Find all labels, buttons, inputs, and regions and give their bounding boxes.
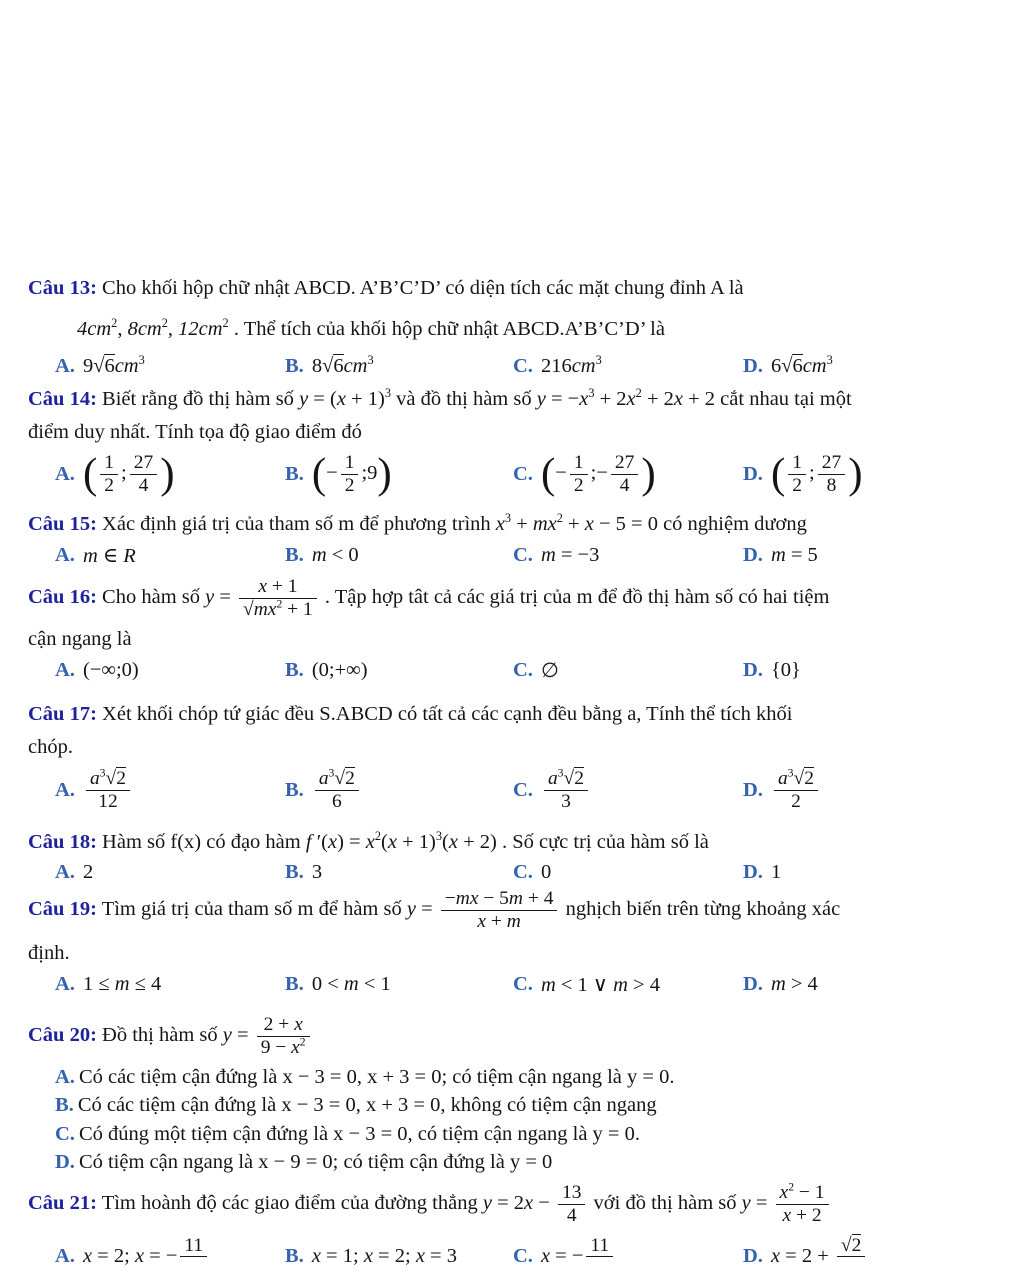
option-value: (− $\frac{1}{2}$ ;− $\frac{27}{4}$ ) [540,450,656,498]
option-letter: C. [513,544,533,566]
question-18-options [28,861,1010,884]
question-20-line1 [28,1014,1010,1059]
question-17-options [28,768,1010,813]
option-value: $6√6cm^3$ [770,353,833,377]
option-value: {0} [770,658,801,681]
option-value: ( $\frac{1}{2}$ ; $\frac{27}{8}$ ) [770,450,863,498]
option-letter: C. [513,355,533,377]
question-16 [28,576,1010,683]
question-19-text: Tìm giá trị của tham số m để hàm số y = $\frac{-mx - 5m + 4}{x + m}$ nghịch biến trên từng khoảng xác [101,888,841,932]
option-letter: A. [55,1065,75,1088]
question-20-option-b [28,1091,1010,1120]
option-b [285,768,513,813]
option-value: m = 5 [770,544,818,566]
question-20-option-d [28,1148,1010,1177]
question-15 [28,508,1010,568]
option-value: 2 [82,861,94,883]
question-13-text: Cho khối hộp chữ nhật ABCD. A’B’C’D’ có diện tích các mặt chung đỉnh A là [102,277,744,299]
option-value: $\frac{a^3√2}{3}$ [541,768,591,813]
option-letter: A. [55,778,75,801]
option-a [55,768,285,813]
option-value: Có các tiệm cận đứng là x − 3 = 0, x + 3 = 0, không có tiệm cận ngang [77,1094,657,1117]
option-letter: A. [55,355,75,377]
question-14-number: Câu 14: [28,388,97,410]
question-18-text: Hàm số f(x) có đạo hàm f $'(x) = x^2(x + 1)^3(x + 2)$ . Số cực trị của hàm số là [102,829,709,853]
option-b [285,973,513,996]
option-value: $8√6cm^3$ [311,353,374,377]
option-letter: C. [513,658,533,681]
option-b [285,355,513,378]
option-letter: B. [285,972,304,995]
option-value: 1 [770,861,782,883]
option-c [513,1235,743,1280]
option-value: (0;+∞) [311,658,368,681]
option-a [55,1235,285,1280]
option-value: $\frac{a^3√2}{6}$ [312,768,362,813]
question-16-number: Câu 16: [28,586,97,608]
option-letter: C. [513,972,533,995]
option-letter: D. [743,972,763,995]
question-13-line2: $4cm^2$, $8cm^2$, $12cm^2$ . Thể tích của khối hộp chữ nhật ABCD.A’B’C’D’ là [77,316,665,340]
option-c [513,861,743,884]
question-21 [28,1182,1010,1279]
option-letter: B. [285,355,304,377]
option-d [743,355,1010,378]
option-letter: A. [55,462,75,485]
question-20-option-c [28,1120,1010,1149]
question-19-number: Câu 19: [28,898,97,920]
question-14-line2: điểm duy nhất. Tính tọa độ giao điểm đó [28,421,362,443]
option-letter: B. [285,658,304,681]
question-20 [28,1014,1010,1177]
question-13-options [28,355,1010,378]
option-letter: D. [743,861,763,883]
option-letter: D. [743,355,763,377]
option-value: x = − 11 [541,1235,616,1280]
question-21-number: Câu 21: [28,1192,97,1214]
question-16-text: Cho hàm số y = $\frac{x + 1}{√mx^2 + 1}$ . Tập hợp tât cả các giá trị của m để đồ thị hàm số có hai tiệm [102,576,830,620]
option-letter: D. [743,544,763,566]
option-d [743,861,1010,884]
option-letter: A. [55,972,75,995]
question-17-number: Câu 17: [28,703,97,725]
question-13-number: Câu 13: [28,277,97,299]
question-19-line1 [28,888,1010,933]
question-15-text: Xác định giá trị của tham số m để phương trình $x^3 + mx^2 + x - 5 = 0$ có nghiệm dương [102,511,807,535]
option-d [743,659,1010,682]
option-value: m = −3 [540,544,600,566]
question-16-options [28,658,1010,683]
option-a [55,543,285,568]
option-value: Có đúng một tiệm cận đứng là x − 3 = 0, có tiệm cận ngang là y = 0. [78,1122,640,1145]
question-13 [28,272,1010,378]
option-d [743,452,1010,497]
option-c [513,768,743,813]
question-13-line1 [28,272,1010,305]
option-value: (− $\frac{1}{2}$ ;9) [311,450,392,498]
question-14 [28,383,1010,497]
option-letter: A. [55,544,75,566]
option-letter: D. [55,1151,75,1174]
question-17 [28,698,1010,813]
option-value: $216cm^3$ [540,353,602,377]
question-17-line1 [28,698,1010,731]
option-a [55,659,285,682]
option-c [513,355,743,378]
option-b [285,861,513,884]
option-letter: B. [285,1245,304,1268]
question-18 [28,826,1010,884]
option-letter: B. [285,462,304,485]
option-value: x = 2 + √2 [771,1235,868,1280]
question-17-line2: chóp. [28,736,73,758]
option-value: $\frac{a^3√2}{12}$ [83,768,133,813]
question-21-text: Tìm hoành độ các giao điểm của đường thẳng y = 2x − $\frac{13}{4}$ với đồ thị hàm số y = $\frac{x^2 - 1}{x + 2}$ [102,1192,832,1214]
option-letter: A. [55,1245,75,1268]
option-b [285,452,513,497]
option-a [55,452,285,497]
option-value: 1 ≤ m ≤ 4 [82,972,162,995]
option-letter: D. [743,778,763,801]
option-value: (−∞;0) [82,658,139,681]
question-19-line2: định. [28,941,70,964]
option-b [285,1245,513,1268]
question-16-line1 [28,576,1010,621]
option-letter: A. [55,861,75,883]
option-value: m < 1 ∨ m > 4 [540,973,660,996]
option-letter: C. [513,1245,533,1268]
option-c [513,972,743,997]
option-value: ∅ [540,659,559,682]
option-letter: B. [55,1094,74,1117]
option-c [513,544,743,567]
option-value: m < 0 [311,544,359,566]
option-b [285,659,513,682]
option-d [743,973,1010,996]
option-letter: D. [743,462,763,485]
option-d [743,1235,1010,1280]
question-20-number: Câu 20: [28,1024,97,1046]
question-18-line1 [28,826,1010,859]
question-14-line1 [28,383,1010,416]
question-21-line1 [28,1182,1010,1227]
question-21-options [28,1235,1010,1280]
option-letter: A. [55,658,75,681]
option-a [55,355,285,378]
option-b [285,544,513,567]
question-19-options [28,972,1010,997]
option-d [743,768,1010,813]
option-value: ( $\frac{1}{2}$ ; $\frac{27}{4}$ ) [82,450,175,498]
question-14-text: Biết rằng đồ thị hàm số $y = (x + 1)^3$ và đồ thị hàm số $y = -x^3 + 2x^2 + 2x + 2$ cắt nhau tại một [102,386,852,410]
question-15-line1 [28,508,1010,541]
option-c [513,658,743,683]
question-18-number: Câu 18: [28,831,97,853]
question-17-text: Xét khối chóp tứ giác đều S.ABCD có tất cả các cạnh đều bằng a, Tính thể tích khối [102,703,793,725]
option-value: x = 1; x = 2; x = 3 [311,1245,457,1268]
option-value: Có tiệm cận ngang là x − 9 = 0; có tiệm cận đứng là y = 0 [78,1151,553,1174]
option-value: x = 2; x = − 11 [83,1235,210,1280]
option-a [55,861,285,884]
option-d [743,544,1010,567]
question-16-line2: cận ngang là [28,627,132,650]
question-20-option-a [28,1063,1010,1092]
option-a [55,973,285,996]
option-letter: B. [285,861,304,883]
question-14-options [28,452,1010,497]
option-value: 3 [311,861,323,883]
option-letter: C. [513,778,533,801]
question-20-text: Đồ thị hàm số y = $\frac{2 + x}{9 - x^2}$ [102,1024,313,1046]
option-value: 0 [540,861,552,883]
option-value: m > 4 [770,972,818,995]
option-letter: C. [513,861,533,883]
option-letter: C. [55,1122,75,1145]
question-15-number: Câu 15: [28,513,97,535]
option-letter: B. [285,778,304,801]
option-value: $9√6cm^3$ [82,353,145,377]
question-19 [28,888,1010,997]
option-letter: D. [743,1245,763,1268]
option-value: $\frac{a^3√2}{2}$ [771,768,821,813]
option-value: m ∈ R [82,545,136,567]
question-15-options [28,543,1010,568]
option-letter: C. [513,462,533,485]
option-value: 0 < m < 1 [311,972,391,995]
option-letter: D. [743,658,763,681]
option-letter: B. [285,544,304,566]
option-c [513,452,743,497]
option-value: Có các tiệm cận đứng là x − 3 = 0, x + 3 = 0; có tiệm cận ngang là y = 0. [78,1065,675,1088]
